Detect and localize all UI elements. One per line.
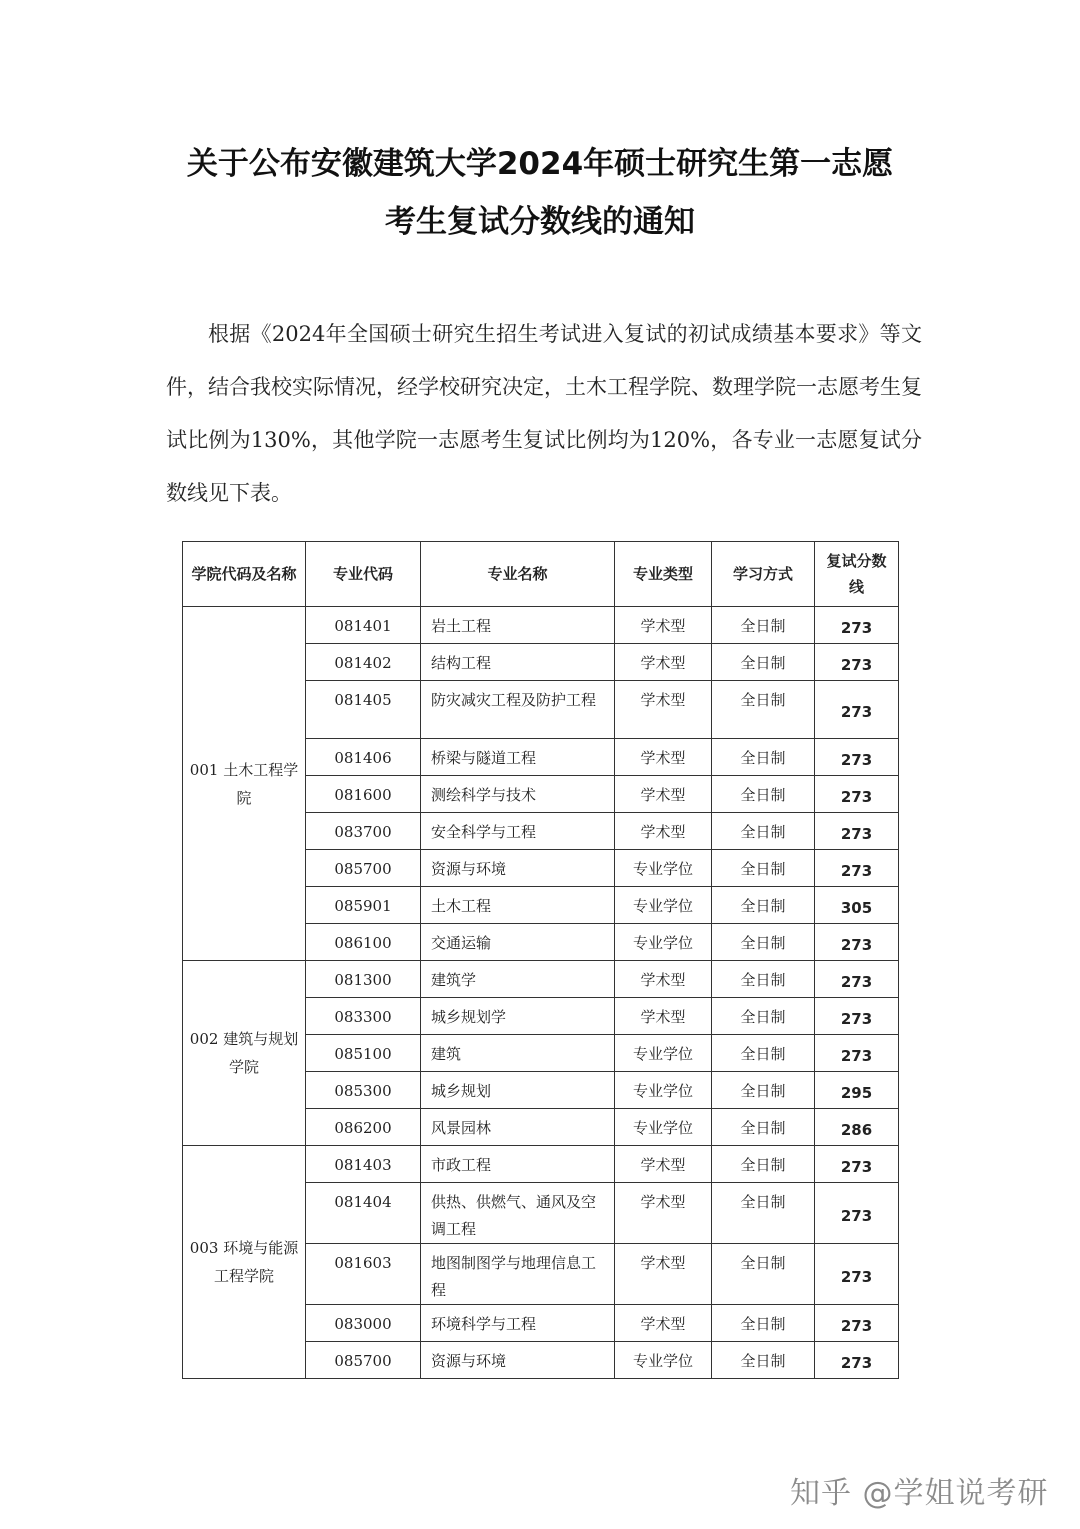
major-code-cell: 081403 [306, 1146, 421, 1183]
study-mode-cell: 全日制 [712, 607, 815, 644]
major-name-cell: 风景园林 [421, 1109, 615, 1146]
table-row [183, 961, 899, 998]
major-code-cell: 081603 [306, 1244, 421, 1305]
major-name-cell: 安全科学与工程 [421, 813, 615, 850]
college-cell: 002 建筑与规划学院 [183, 961, 306, 1146]
table-body [183, 607, 899, 1379]
major-name-cell: 地图制图学与地理信息工程 [421, 1244, 615, 1305]
major-type-cell: 学术型 [615, 998, 712, 1035]
major-name-cell: 环境科学与工程 [421, 1305, 615, 1342]
score-cell: 273 [815, 1146, 899, 1183]
table-row [183, 1146, 899, 1183]
major-code-cell: 085700 [306, 1342, 421, 1379]
study-mode-cell: 全日制 [712, 924, 815, 961]
study-mode-cell: 全日制 [712, 850, 815, 887]
major-type-cell: 学术型 [615, 739, 712, 776]
score-cell: 295 [815, 1072, 899, 1109]
major-code-cell: 081405 [306, 681, 421, 739]
major-code-cell: 081401 [306, 607, 421, 644]
study-mode-cell: 全日制 [712, 776, 815, 813]
major-code-cell: 083000 [306, 1305, 421, 1342]
major-name-cell: 结构工程 [421, 644, 615, 681]
major-code-cell: 086200 [306, 1109, 421, 1146]
major-name-cell: 土木工程 [421, 887, 615, 924]
score-cell: 273 [815, 850, 899, 887]
major-type-cell: 学术型 [615, 1146, 712, 1183]
major-type-cell: 专业学位 [615, 1035, 712, 1072]
major-type-cell: 专业学位 [615, 1072, 712, 1109]
major-code-cell: 083700 [306, 813, 421, 850]
score-cell: 273 [815, 776, 899, 813]
major-type-cell: 学术型 [615, 1183, 712, 1244]
major-type-cell: 专业学位 [615, 850, 712, 887]
score-cell: 273 [815, 1183, 899, 1244]
document-title-line-2: 考生复试分数线的通知 [385, 204, 695, 240]
major-name-cell: 建筑 [421, 1035, 615, 1072]
college-cell: 003 环境与能源工程学院 [183, 1146, 306, 1379]
score-cell: 273 [815, 644, 899, 681]
score-cell: 273 [815, 607, 899, 644]
study-mode-cell: 全日制 [712, 1072, 815, 1109]
header-college: 学院代码及名称 [183, 542, 306, 607]
major-code-cell: 085300 [306, 1072, 421, 1109]
score-cell: 273 [815, 924, 899, 961]
study-mode-cell: 全日制 [712, 644, 815, 681]
major-type-cell: 学术型 [615, 1305, 712, 1342]
header-major-code: 专业代码 [306, 542, 421, 607]
study-mode-cell: 全日制 [712, 1183, 815, 1244]
score-table [182, 541, 899, 1379]
major-type-cell: 学术型 [615, 681, 712, 739]
major-name-cell: 防灾减灾工程及防护工程 [421, 681, 615, 739]
major-type-cell: 专业学位 [615, 1342, 712, 1379]
major-name-cell: 供热、供燃气、通风及空调工程 [421, 1183, 615, 1244]
score-cell: 273 [815, 961, 899, 998]
table-header-row [183, 542, 899, 607]
score-cell: 286 [815, 1109, 899, 1146]
major-code-cell: 086100 [306, 924, 421, 961]
major-code-cell: 081600 [306, 776, 421, 813]
study-mode-cell: 全日制 [712, 739, 815, 776]
major-code-cell: 081406 [306, 739, 421, 776]
study-mode-cell: 全日制 [712, 1146, 815, 1183]
major-name-cell: 交通运输 [421, 924, 615, 961]
major-code-cell: 083300 [306, 998, 421, 1035]
major-name-cell: 资源与环境 [421, 850, 615, 887]
header-score-line: 复试分数线 [815, 542, 899, 607]
study-mode-cell: 全日制 [712, 1035, 815, 1072]
major-name-cell: 测绘科学与技术 [421, 776, 615, 813]
study-mode-cell: 全日制 [712, 887, 815, 924]
major-name-cell: 资源与环境 [421, 1342, 615, 1379]
study-mode-cell: 全日制 [712, 1109, 815, 1146]
study-mode-cell: 全日制 [712, 681, 815, 739]
score-cell: 273 [815, 813, 899, 850]
major-code-cell: 085901 [306, 887, 421, 924]
score-cell: 273 [815, 1342, 899, 1379]
score-cell: 273 [815, 998, 899, 1035]
major-type-cell: 专业学位 [615, 887, 712, 924]
major-code-cell: 081300 [306, 961, 421, 998]
study-mode-cell: 全日制 [712, 1305, 815, 1342]
major-code-cell: 085100 [306, 1035, 421, 1072]
major-type-cell: 学术型 [615, 813, 712, 850]
intro-paragraph: 根据《2024年全国硕士研究生招生考试进入复试的初试成绩基本要求》等文件，结合我校实际情况，经学校研究决定，土木工程学院、数理学院一志愿考生复试比例为130%，其他学院一志愿考生复试比例均为120%，各专业一志愿复试分数线见下表。 [166, 322, 922, 505]
major-name-cell: 城乡规划学 [421, 998, 615, 1035]
study-mode-cell: 全日制 [712, 961, 815, 998]
major-name-cell: 桥梁与隧道工程 [421, 739, 615, 776]
header-major-type: 专业类型 [615, 542, 712, 607]
document-title-line-1: 关于公布安徽建筑大学2024年硕士研究生第一志愿 [186, 146, 894, 182]
major-type-cell: 专业学位 [615, 1109, 712, 1146]
table-row [183, 607, 899, 644]
major-code-cell: 085700 [306, 850, 421, 887]
zhihu-watermark: 知乎 @学姐说考研 [790, 1476, 1049, 1511]
study-mode-cell: 全日制 [712, 813, 815, 850]
major-name-cell: 市政工程 [421, 1146, 615, 1183]
major-code-cell: 081404 [306, 1183, 421, 1244]
major-type-cell: 专业学位 [615, 924, 712, 961]
header-major-name: 专业名称 [421, 542, 615, 607]
major-type-cell: 学术型 [615, 776, 712, 813]
major-type-cell: 学术型 [615, 1244, 712, 1305]
major-type-cell: 学术型 [615, 644, 712, 681]
college-cell: 001 土木工程学院 [183, 607, 306, 961]
major-name-cell: 建筑学 [421, 961, 615, 998]
major-code-cell: 081402 [306, 644, 421, 681]
score-cell: 273 [815, 681, 899, 739]
study-mode-cell: 全日制 [712, 1244, 815, 1305]
major-name-cell: 岩土工程 [421, 607, 615, 644]
major-type-cell: 学术型 [615, 961, 712, 998]
header-study-mode: 学习方式 [712, 542, 815, 607]
score-cell: 273 [815, 1244, 899, 1305]
score-cell: 273 [815, 1305, 899, 1342]
study-mode-cell: 全日制 [712, 998, 815, 1035]
major-type-cell: 学术型 [615, 607, 712, 644]
score-cell: 273 [815, 1035, 899, 1072]
major-name-cell: 城乡规划 [421, 1072, 615, 1109]
study-mode-cell: 全日制 [712, 1342, 815, 1379]
score-cell: 305 [815, 887, 899, 924]
score-cell: 273 [815, 739, 899, 776]
